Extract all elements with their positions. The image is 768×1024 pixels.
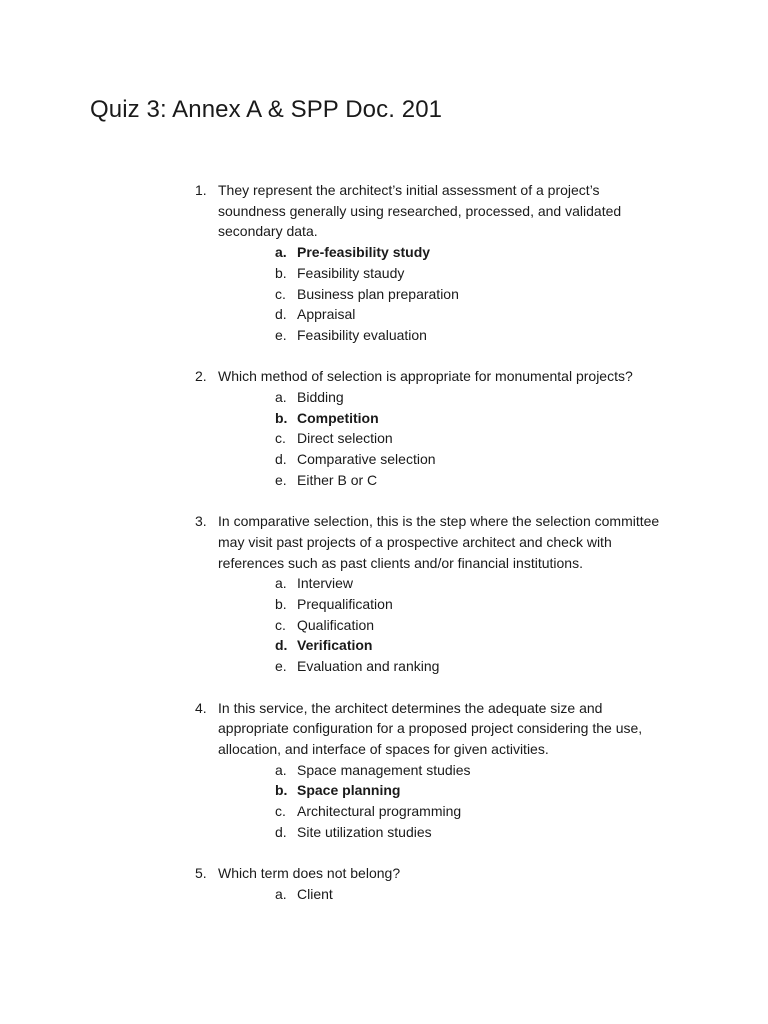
question-number: 4.	[195, 699, 207, 716]
answer-option	[0, 263, 768, 284]
option-letter: d.	[275, 306, 287, 323]
question-list	[0, 180, 768, 925]
option-text: Client	[297, 885, 333, 902]
question-prompt	[0, 863, 668, 884]
question-5	[0, 863, 768, 904]
answer-option	[0, 635, 768, 656]
answer-option	[0, 615, 768, 636]
option-text: Evaluation and ranking	[297, 658, 440, 675]
option-letter: a.	[275, 885, 287, 902]
answer-option	[0, 801, 768, 822]
option-text: Space planning	[297, 782, 401, 799]
answer-option	[0, 780, 768, 801]
answer-option	[0, 304, 768, 325]
option-letter: b.	[275, 596, 287, 613]
option-text: Bidding	[297, 389, 344, 406]
option-letter: a.	[275, 761, 287, 778]
question-4	[0, 698, 768, 843]
option-letter: b.	[275, 782, 288, 799]
question-number: 3.	[195, 513, 207, 530]
answer-option	[0, 594, 768, 615]
option-letter: c.	[275, 803, 286, 820]
answer-option	[0, 760, 768, 781]
option-letter: c.	[275, 616, 286, 633]
option-text: Business plan preparation	[297, 285, 459, 302]
answer-option	[0, 656, 768, 677]
question-3	[0, 511, 768, 677]
question-2	[0, 366, 768, 490]
answer-option	[0, 284, 768, 305]
answer-option	[0, 449, 768, 470]
answer-option	[0, 242, 768, 263]
option-text: Comparative selection	[297, 451, 436, 468]
answer-option	[0, 428, 768, 449]
answer-option	[0, 325, 768, 346]
answer-option	[0, 470, 768, 491]
question-text: Which term does not belong?	[218, 865, 401, 882]
option-text: Competition	[297, 409, 379, 426]
option-text: Site utilization studies	[297, 823, 432, 840]
option-letter: e.	[275, 326, 287, 343]
option-text: Space management studies	[297, 761, 471, 778]
answer-option	[0, 408, 768, 429]
option-letter: b.	[275, 264, 287, 281]
option-text: Pre-feasibility study	[297, 244, 431, 261]
option-text: Interview	[297, 575, 354, 592]
answer-option	[0, 884, 768, 905]
question-prompt	[0, 366, 668, 387]
option-letter: c.	[275, 285, 286, 302]
question-prompt	[0, 180, 668, 242]
option-letter: a.	[275, 389, 287, 406]
answer-option	[0, 387, 768, 408]
option-text: Qualification	[297, 616, 375, 633]
option-letter: d.	[275, 637, 288, 654]
option-text: Appraisal	[297, 306, 356, 323]
question-number: 5.	[195, 865, 207, 882]
question-1	[0, 180, 768, 346]
question-prompt	[0, 511, 668, 573]
option-letter: e.	[275, 658, 287, 675]
option-letter: e.	[275, 471, 287, 488]
question-prompt	[0, 698, 668, 760]
option-text: Direct selection	[297, 430, 393, 447]
option-text: Verification	[297, 637, 373, 654]
option-text: Feasibility staudy	[297, 264, 405, 281]
page-title: Quiz 3: Annex A & SPP Doc. 201	[90, 96, 443, 123]
question-text: They represent the architect’s initial assessment of a project’s soundness generally using researched, processed, and validated secondary data.	[218, 182, 622, 240]
option-text: Prequalification	[297, 596, 393, 613]
question-text: Which method of selection is appropriate for monumental projects?	[218, 368, 633, 385]
answer-option	[0, 573, 768, 594]
option-text: Feasibility evaluation	[297, 326, 427, 343]
answer-option	[0, 822, 768, 843]
option-text: Architectural programming	[297, 803, 462, 820]
option-letter: d.	[275, 451, 287, 468]
question-text: In comparative selection, this is the step where the selection committee may visit past projects of a prospective architect and check with references such as past clients and/or financial institutions.	[218, 513, 660, 571]
question-text: In this service, the architect determines the adequate size and appropriate configuration for a proposed project considering the use, allocation, and interface of spaces for given activities.	[218, 699, 643, 757]
option-letter: c.	[275, 430, 286, 447]
option-letter: a.	[275, 244, 287, 261]
option-letter: d.	[275, 823, 287, 840]
question-number: 2.	[195, 368, 207, 385]
option-text: Either B or C	[297, 471, 378, 488]
option-letter: b.	[275, 409, 288, 426]
question-number: 1.	[195, 182, 207, 198]
option-letter: a.	[275, 575, 287, 592]
